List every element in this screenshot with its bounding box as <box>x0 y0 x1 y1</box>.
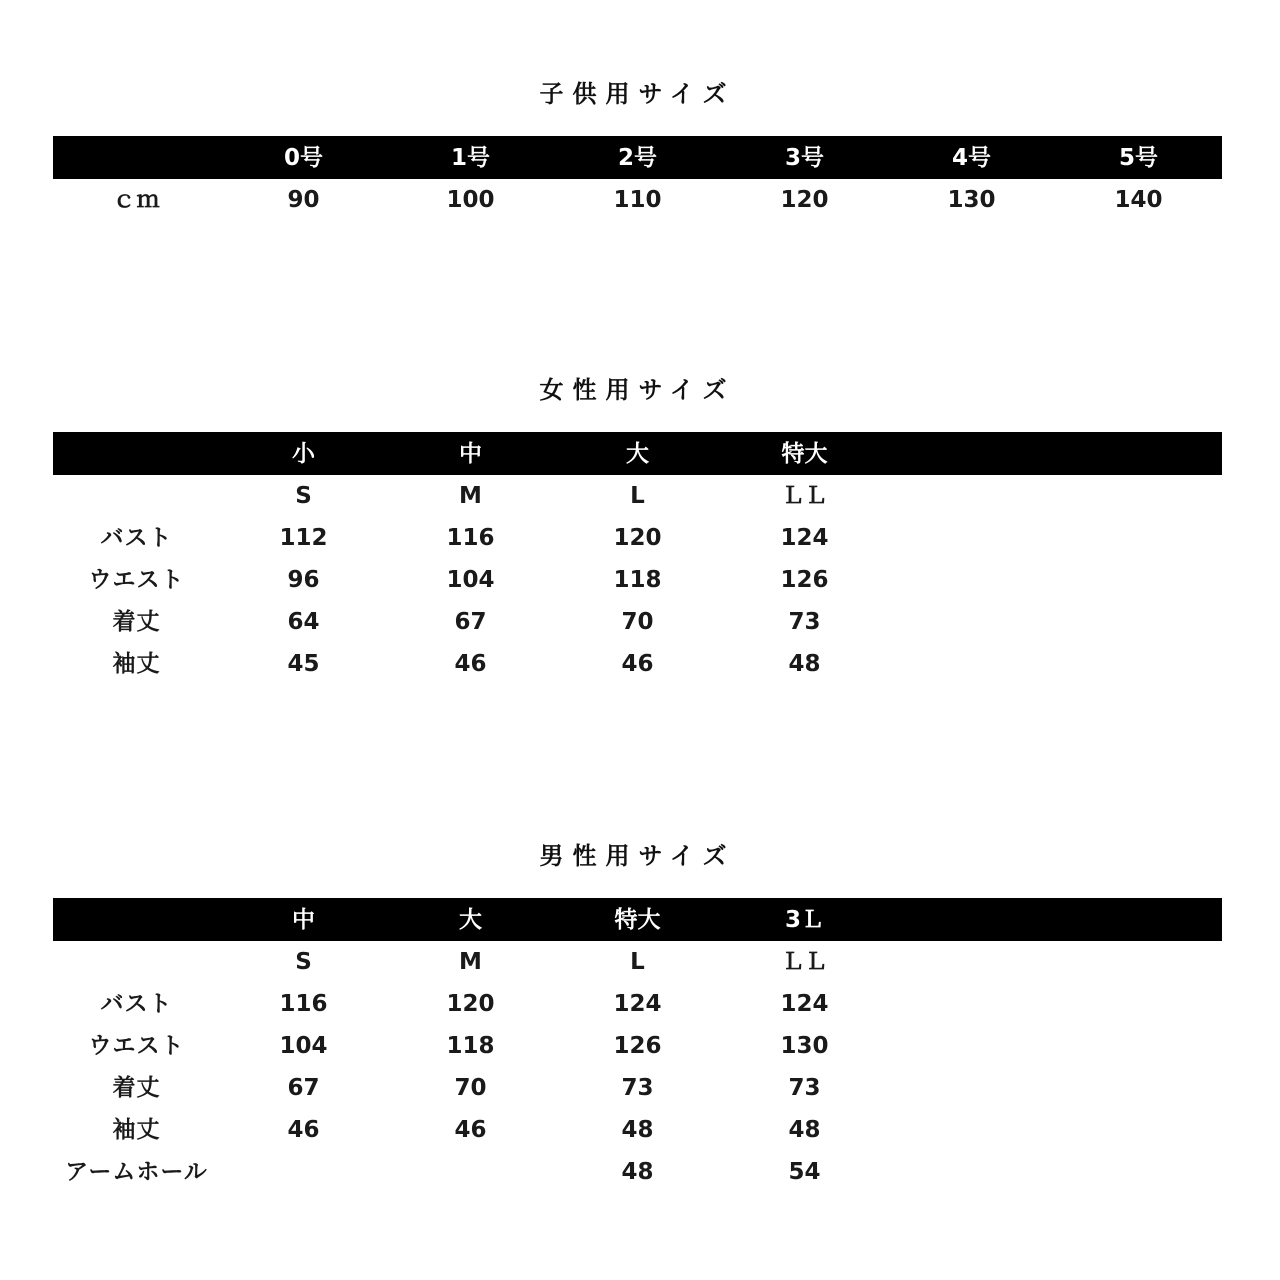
value-cell: 120 <box>780 187 829 213</box>
value-cell: 96 <box>287 567 320 593</box>
value-cell: 46 <box>454 1117 487 1143</box>
value-cell: 116 <box>279 991 328 1017</box>
value-cell: 110 <box>613 187 662 213</box>
row-label-cell: バスト <box>100 525 173 551</box>
value-cell: 120 <box>613 525 662 551</box>
value-cell: L <box>630 483 645 509</box>
table-row <box>53 983 1222 1025</box>
value-cell: M <box>459 483 482 509</box>
value-cell: 46 <box>454 651 487 677</box>
header-size-cell: 1号 <box>450 144 490 171</box>
table-row <box>53 1109 1222 1151</box>
header-size-cell: 特大 <box>781 440 828 467</box>
value-cell: 70 <box>454 1075 487 1101</box>
table-row <box>53 601 1222 643</box>
value-cell: 64 <box>287 609 320 635</box>
value-cell: 67 <box>287 1075 320 1101</box>
header-size-cell: 大 <box>626 440 649 467</box>
table-row <box>53 559 1222 601</box>
value-cell: S <box>295 949 312 975</box>
value-cell: 130 <box>780 1033 829 1059</box>
value-cell: 124 <box>780 991 829 1017</box>
row-label-cell: 袖丈 <box>112 651 161 677</box>
row-label-cell: 着丈 <box>112 609 161 635</box>
header-size-cell: 2号 <box>617 144 657 171</box>
header-size-cell: 大 <box>459 906 482 933</box>
children-size-table <box>53 136 1222 221</box>
table-row <box>53 1025 1222 1067</box>
value-cell: 54 <box>788 1159 821 1185</box>
table-row <box>53 179 1222 221</box>
row-label-cell: ウエスト <box>88 567 185 593</box>
value-cell: 46 <box>287 1117 320 1143</box>
row-label-cell: ウエスト <box>88 1033 185 1059</box>
value-cell: 124 <box>613 991 662 1017</box>
value-cell: ＬＬ <box>781 949 828 975</box>
value-cell: L <box>630 949 645 975</box>
value-cell: 126 <box>780 567 829 593</box>
table-row <box>53 475 1222 517</box>
table-header-row <box>53 136 1222 179</box>
value-cell: 140 <box>1114 187 1163 213</box>
header-size-cell: 0号 <box>283 144 323 171</box>
table-row <box>53 1151 1222 1193</box>
men-size-table <box>53 898 1222 1193</box>
header-size-cell: 小 <box>292 440 315 467</box>
value-cell: 104 <box>279 1033 328 1059</box>
women-size-title: 女性用サイズ <box>539 376 736 404</box>
value-cell: 73 <box>788 609 821 635</box>
value-cell: 48 <box>788 1117 821 1143</box>
value-cell: 124 <box>780 525 829 551</box>
row-label-cell: ｃｍ <box>112 187 161 213</box>
value-cell: 46 <box>621 651 654 677</box>
value-cell: 130 <box>947 187 996 213</box>
table-header-row <box>53 898 1222 941</box>
header-size-cell: 特大 <box>614 906 661 933</box>
value-cell: 104 <box>446 567 495 593</box>
value-cell: ＬＬ <box>781 483 828 509</box>
table-header-row <box>53 432 1222 475</box>
value-cell: 45 <box>287 651 320 677</box>
men-size-title: 男性用サイズ <box>539 842 736 870</box>
value-cell: 100 <box>446 187 495 213</box>
value-cell: 48 <box>621 1159 654 1185</box>
table-row <box>53 517 1222 559</box>
value-cell: 48 <box>788 651 821 677</box>
value-cell: 116 <box>446 525 495 551</box>
women-size-table <box>53 432 1222 685</box>
header-size-cell: 4号 <box>951 144 991 171</box>
children-size-title: 子供用サイズ <box>539 80 736 108</box>
value-cell: 70 <box>621 609 654 635</box>
header-size-cell: 中 <box>292 906 315 933</box>
row-label-cell: アームホール <box>65 1159 208 1185</box>
value-cell: M <box>459 949 482 975</box>
value-cell: 73 <box>788 1075 821 1101</box>
row-label-cell: バスト <box>100 991 173 1017</box>
value-cell: 118 <box>613 567 662 593</box>
value-cell: 118 <box>446 1033 495 1059</box>
table-row <box>53 1067 1222 1109</box>
value-cell: 67 <box>454 609 487 635</box>
row-label-cell: 着丈 <box>112 1075 161 1101</box>
header-size-cell: 3Ｌ <box>784 906 824 933</box>
value-cell: 126 <box>613 1033 662 1059</box>
row-label-cell: 袖丈 <box>112 1117 161 1143</box>
value-cell: 90 <box>287 187 320 213</box>
value-cell: 120 <box>446 991 495 1017</box>
value-cell: 48 <box>621 1117 654 1143</box>
header-size-cell: 5号 <box>1118 144 1158 171</box>
table-row <box>53 643 1222 685</box>
value-cell: S <box>295 483 312 509</box>
value-cell: 112 <box>279 525 328 551</box>
value-cell: 73 <box>621 1075 654 1101</box>
header-size-cell: 3号 <box>784 144 824 171</box>
header-size-cell: 中 <box>459 440 482 467</box>
table-row <box>53 941 1222 983</box>
